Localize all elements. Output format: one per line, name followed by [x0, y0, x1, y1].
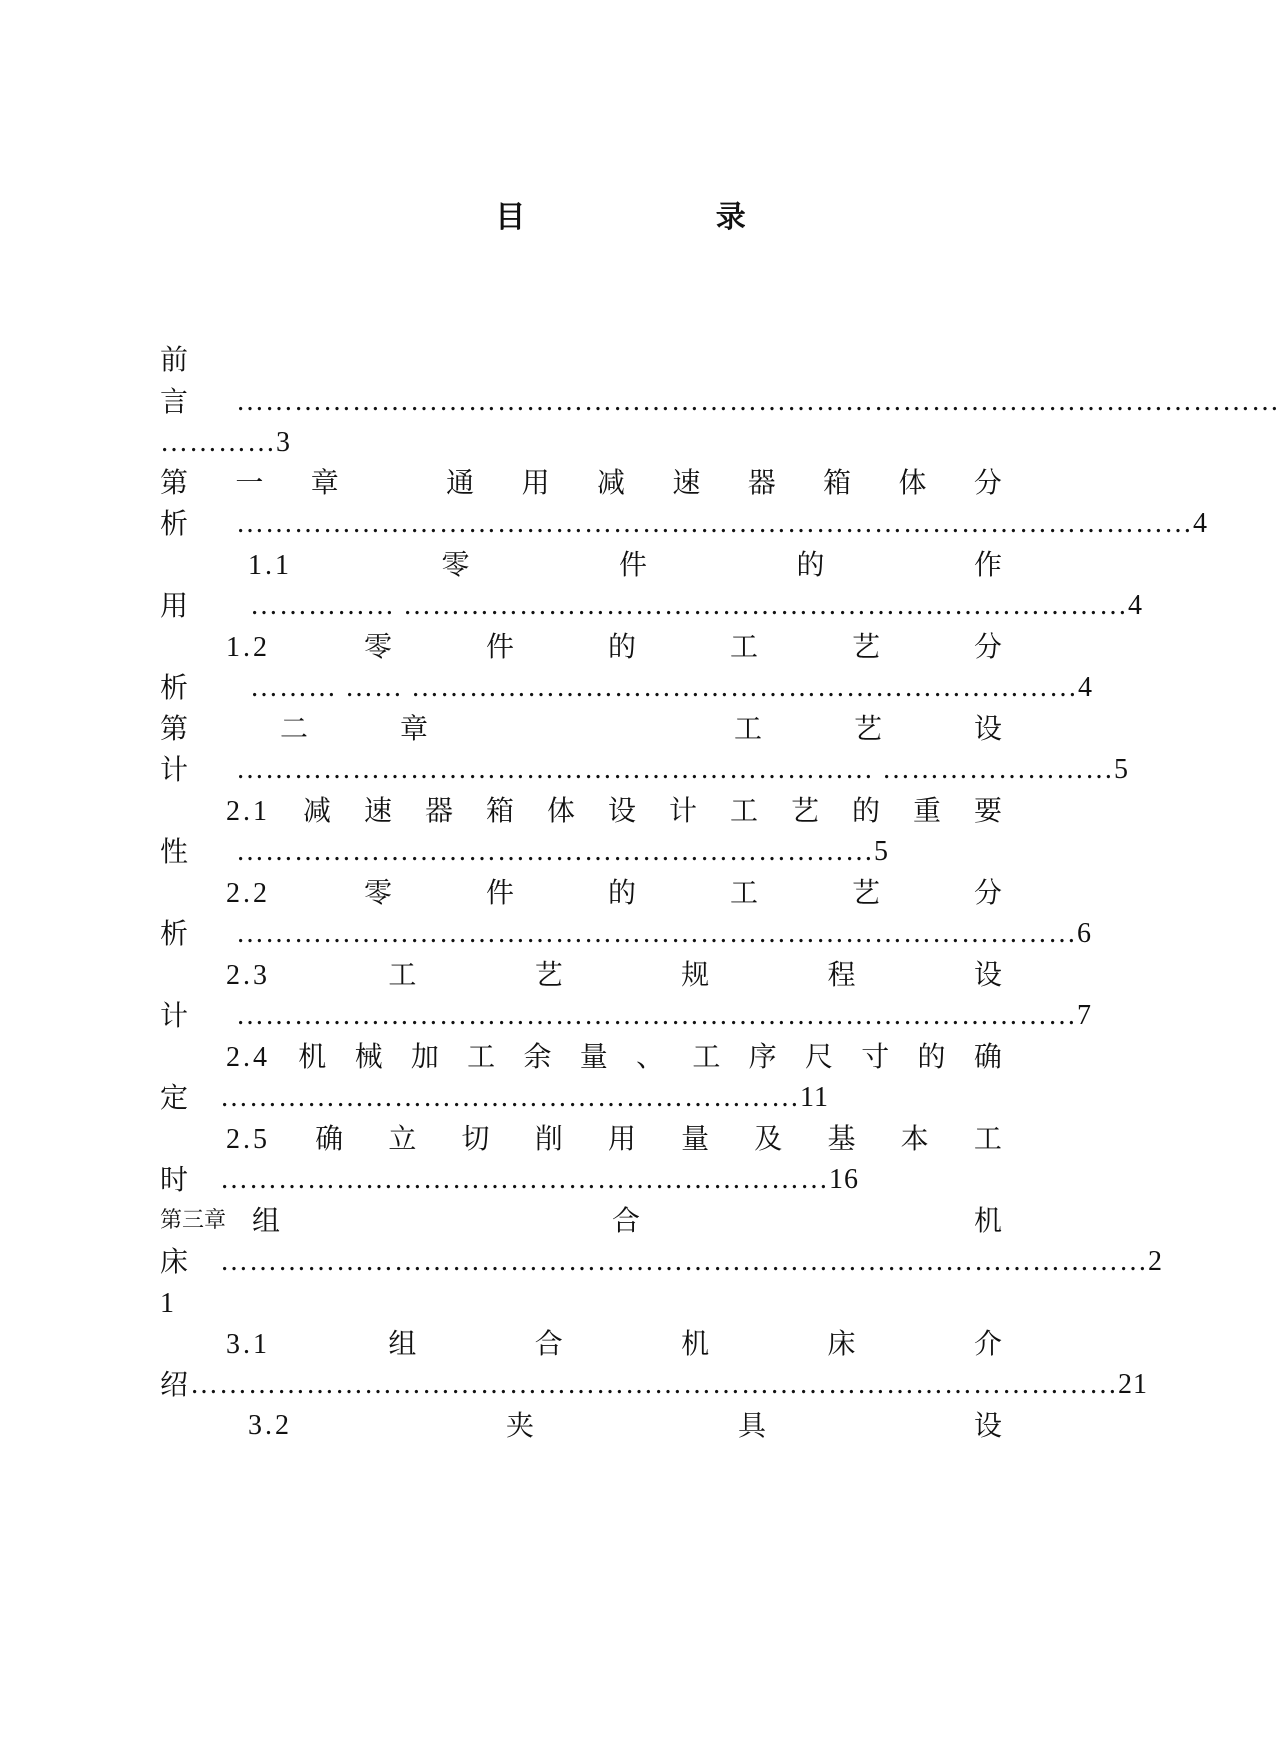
toc-section-2-3-line: 计 ……………………………………………………………………………7	[160, 996, 1040, 1036]
toc-dots: ……………………………………………………11	[220, 1082, 829, 1113]
toc-dots: …………………………………………………………5	[236, 836, 889, 867]
toc-section-2-1-heading: 2.1 减 速 器 箱 体 设 计 工 艺 的 重 要	[226, 794, 1002, 827]
toc-section-3-2-heading: 3.2 夹 具 设	[248, 1409, 1003, 1442]
toc-dots: ……………………………………………………………………………………2	[220, 1246, 1163, 1277]
toc-section-2-2-line: 析 ……………………………………………………………………………6	[160, 914, 1040, 954]
toc-section-3-1-line: 绍 ……………………………………………………………………………………21	[160, 1365, 1040, 1405]
toc-dots: ……………………………………………………………………………6	[236, 918, 1092, 949]
toc-section-1-2-heading: 1.2 零 件 的 工 艺 分	[226, 630, 1002, 663]
toc-chapter-3-line: 床 ……………………………………………………………………………………2	[160, 1242, 1040, 1282]
toc-section-2-2-heading: 2.2 零 件 的 工 艺 分	[226, 876, 1002, 909]
toc-dots: ……… …… ……………………………………………………………4	[250, 672, 1093, 703]
toc-section-2-1-line: 性 …………………………………………………………5	[160, 832, 1040, 872]
toc-dots: ………………………………………………………………………………………………	[236, 386, 1280, 417]
toc-chapter-3-heading: 第三章 组 合 机	[160, 1204, 1003, 1237]
toc-page-number: …………3	[160, 427, 291, 458]
toc-section-1-1-line: 用 …………… …………………………………………………………………4	[160, 586, 1040, 626]
toc-dots: ………………………………………………………16	[220, 1164, 859, 1195]
toc-dots: ………………………………………………………………………………………4	[236, 508, 1208, 539]
toc-section-1-2-line: 析 ……… …… ……………………………………………………………4	[160, 668, 1040, 708]
toc-page-number: 1	[160, 1288, 175, 1319]
toc-section-2-5-line: 时 ………………………………………………………16	[160, 1160, 1040, 1200]
toc-dots: …………… …………………………………………………………………4	[250, 590, 1143, 621]
toc-entry-preface: 言 ………………………………………………………………………………………………	[160, 382, 1040, 422]
toc-dots: ……………………………………………………………………………7	[236, 1000, 1092, 1031]
toc-dots: ………………………………………………………… ……………………5	[236, 754, 1129, 785]
toc-chapter-1-line: 析 ………………………………………………………………………………………4	[160, 504, 1040, 544]
toc-entry-preface-lead: 前	[160, 343, 189, 376]
toc-section-2-3-heading: 2.3 工 艺 规 程 设	[226, 958, 1002, 991]
toc-section-2-4-line: 定 ……………………………………………………11	[160, 1078, 1040, 1118]
toc-chapter-1-heading: 第 一 章 通 用 减 速 器 箱 体 分	[160, 466, 1002, 499]
toc-section-1-1-heading: 1.1 零 件 的 作	[248, 548, 1002, 581]
page-title: 目 录	[495, 200, 836, 235]
toc-chapter-2-line: 计 ………………………………………………………… ……………………5	[160, 750, 1040, 790]
toc-section-3-1-heading: 3.1 组 合 机 床 介	[226, 1327, 1002, 1360]
toc-chapter-2-heading: 第 二 章 工 艺 设	[160, 712, 1003, 745]
toc-section-2-4-heading: 2.4 机 械 加 工 余 量 、 工 序 尺 寸 的 确	[226, 1040, 1002, 1073]
toc-section-2-5-heading: 2.5 确 立 切 削 用 量 及 基 本 工	[226, 1122, 1002, 1155]
toc-dots: ……………………………………………………………………………………21	[190, 1369, 1148, 1400]
